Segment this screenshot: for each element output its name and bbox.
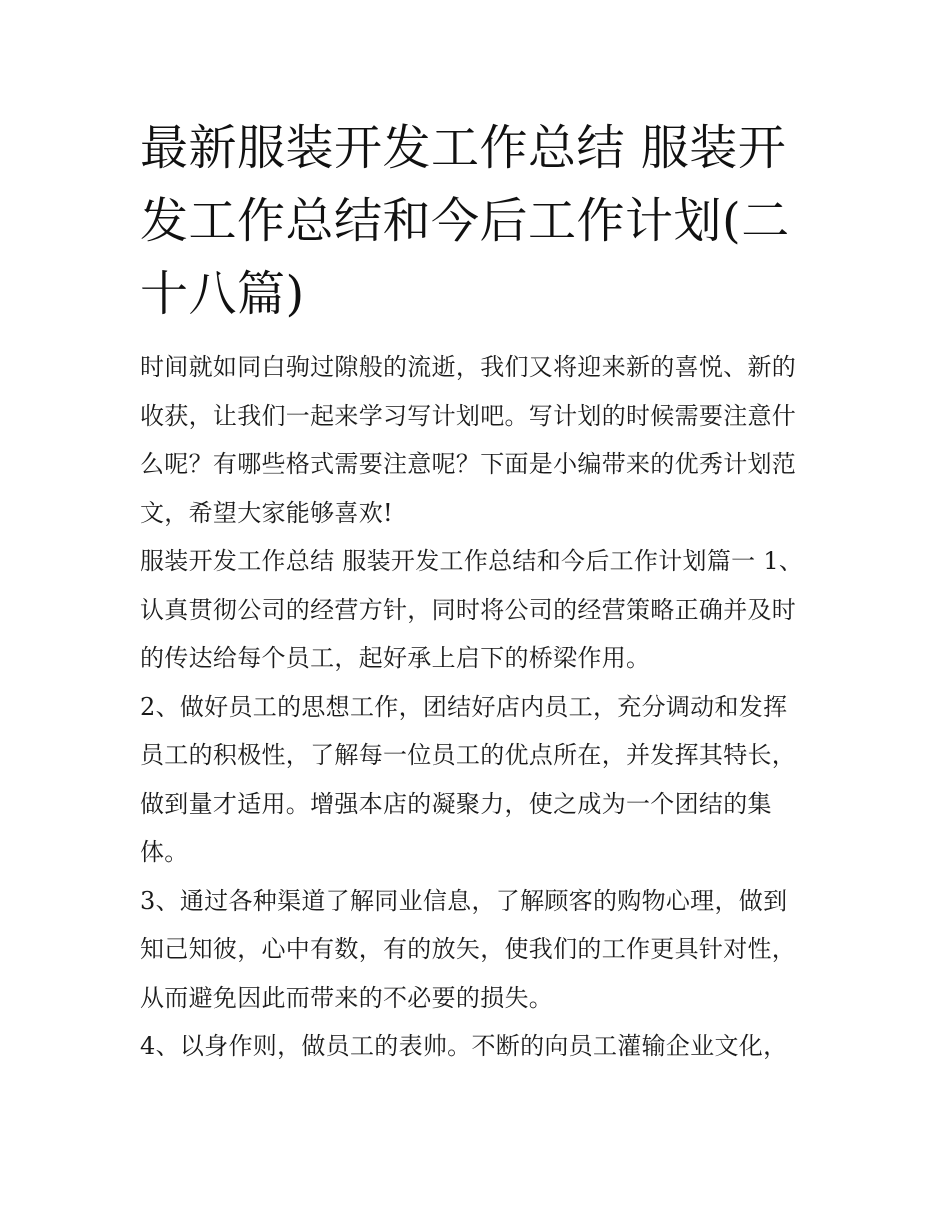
document-body bbox=[140, 112, 810, 1071]
document-title: 最新服装开发工作总结 服装开发工作总结和今后工作计划(二十八篇) bbox=[140, 120, 790, 322]
intro-paragraph: 时间就如同白驹过隙般的流逝，我们又将迎来新的喜悦、新的收获，让我们一起来学习写计划吧。写计划的时候需要注意什么呢？有哪些格式需要注意呢？下面是小编带来的优秀计划范文，希望大家能够喜欢! bbox=[140, 353, 797, 527]
section-paragraph-1: 服装开发工作总结 服装开发工作总结和今后工作计划篇一 1、认真贯彻公司的经营方针，同时将公司的经营策略正确并及时的传达给每个员工，起好承上启下的桥梁作用。 bbox=[140, 547, 804, 672]
section-paragraph-2: 2、做好员工的思想工作，团结好店内员工，充分调动和发挥员工的积极性，了解每一位员工的优点所在，并发挥其特长，做到量才适用。增强本店的凝聚力，使之成为一个团结的集体。 bbox=[140, 692, 797, 866]
section-paragraph-3: 3、通过各种渠道了解同业信息，了解顾客的购物心理，做到知己知彼，心中有数，有的放矢，使我们的工作更具针对性，从而避免因此而带来的不必要的损失。 bbox=[140, 886, 797, 1012]
section-paragraph-4: 4、以身作则，做员工的表帅。不断的向员工灌输企业文化， bbox=[140, 1032, 788, 1060]
